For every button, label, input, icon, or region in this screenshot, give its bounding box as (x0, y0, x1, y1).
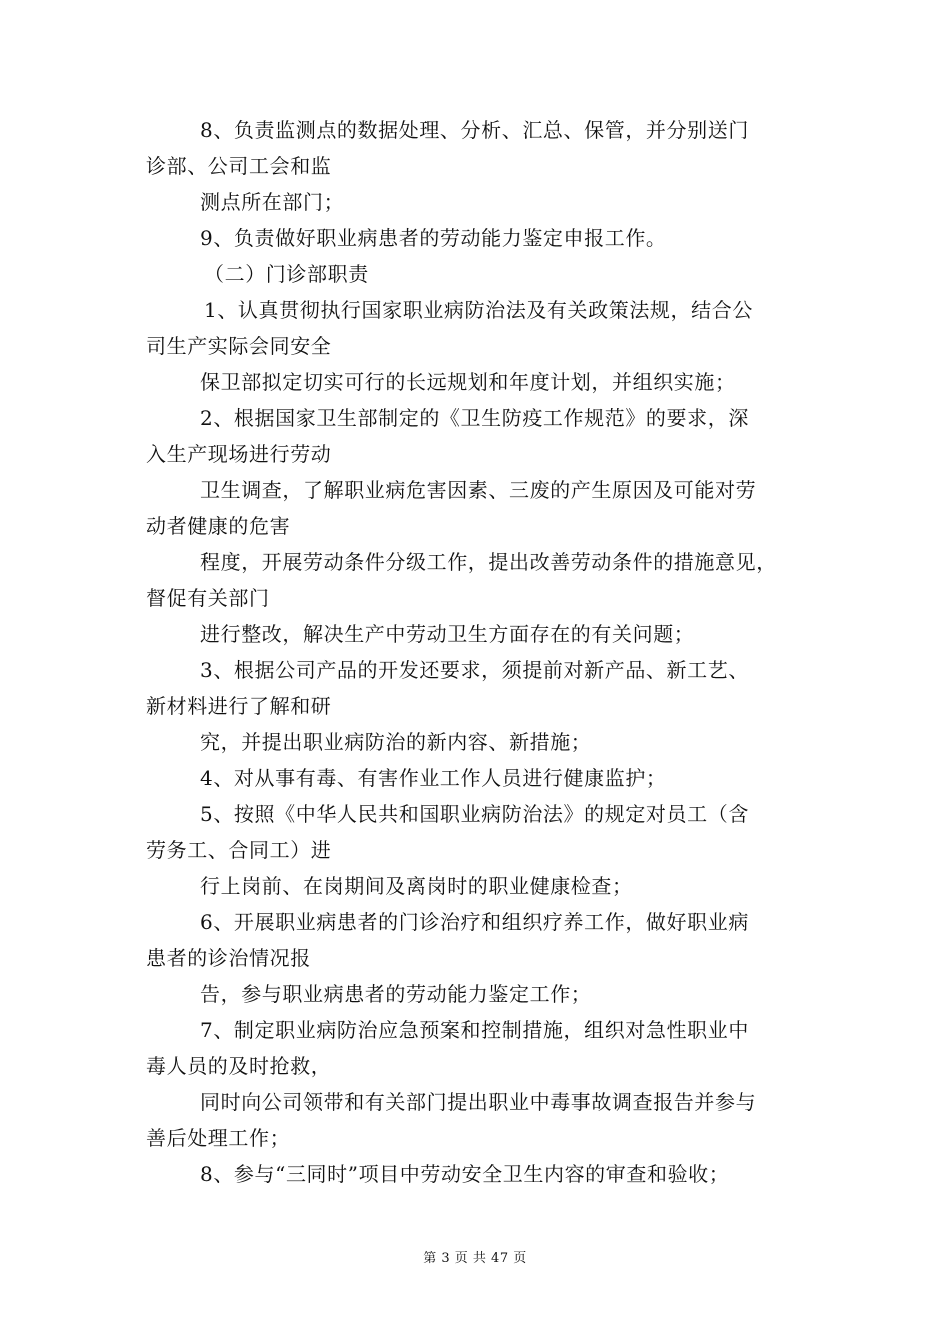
paragraph-line: 7、制定职业病防治应急预案和控制措施，组织对急性职业中 (200, 1018, 749, 1042)
paragraph-line: 保卫部拟定切实可行的长远规划和年度计划，并组织实施； (200, 370, 736, 394)
paragraph-line: 9、负责做好职业病患者的劳动能力鉴定申报工作。 (200, 226, 667, 250)
page-number-label: 第 3 页 共 47 页 (423, 1251, 527, 1266)
paragraph-line: 行上岗前、在岗期间及离岗时的职业健康检查； (200, 874, 633, 898)
paragraph-line: 告，参与职业病患者的劳动能力鉴定工作； (200, 982, 592, 1006)
paragraph-line: 诊部、公司工会和监 (146, 154, 332, 178)
paragraph-line: 6、开展职业病患者的门诊治疗和组织疗养工作，做好职业病 (200, 910, 749, 934)
paragraph-line: 1、认真贯彻执行国家职业病防治法及有关政策法规，结合公 (204, 298, 753, 322)
paragraph-line: 督促有关部门 (146, 586, 270, 610)
paragraph-line: 动者健康的危害 (146, 514, 291, 538)
paragraph-line: 毒人员的及时抢救， (146, 1054, 332, 1078)
paragraph-line: 卫生调查，了解职业病危害因素、三废的产生原因及可能对劳 (200, 478, 757, 502)
paragraph-line: 3、根据公司产品的开发还要求，须提前对新产品、新工艺、 (200, 658, 749, 682)
paragraph-line: 5、按照《中华人民共和国职业病防治法》的规定对员工（含 (200, 802, 749, 826)
paragraph-line: 劳务工、合同工）进 (146, 838, 332, 862)
paragraph-line: 究，并提出职业病防治的新内容、新措施； (200, 730, 592, 754)
document-body (146, 112, 811, 1192)
paragraph-line: 同时向公司领带和有关部门提出职业中毒事故调查报告并参与 (200, 1090, 757, 1114)
paragraph-line: 新材料进行了解和研 (146, 694, 332, 718)
paragraph-line: 司生产实际会同安全 (146, 334, 332, 358)
paragraph-line: 善后处理工作； (146, 1126, 291, 1150)
paragraph-line: 8、参与“三同时”项目中劳动安全卫生内容的审查和验收； (200, 1162, 730, 1186)
paragraph-line: 4、对从事有毒、有害作业工作人员进行健康监护； (200, 766, 667, 790)
paragraph-line: 2、根据国家卫生部制定的《卫生防疫工作规范》的要求，深 (200, 406, 749, 430)
paragraph-line: 患者的诊治情况报 (146, 946, 311, 970)
paragraph-line: 入生产现场进行劳动 (146, 442, 332, 466)
paragraph-line: 程度，开展劳动条件分级工作，提出改善劳动条件的措施意见， (200, 550, 777, 574)
paragraph-line: 8、负责监测点的数据处理、分析、汇总、保管，并分别送门 (200, 118, 749, 142)
paragraph-line: 测点所在部门； (200, 190, 345, 214)
paragraph-line: 进行整改，解决生产中劳动卫生方面存在的有关问题； (200, 622, 695, 646)
paragraph-line: （二）门诊部职责 (204, 262, 369, 286)
page-footer (0, 1247, 950, 1266)
